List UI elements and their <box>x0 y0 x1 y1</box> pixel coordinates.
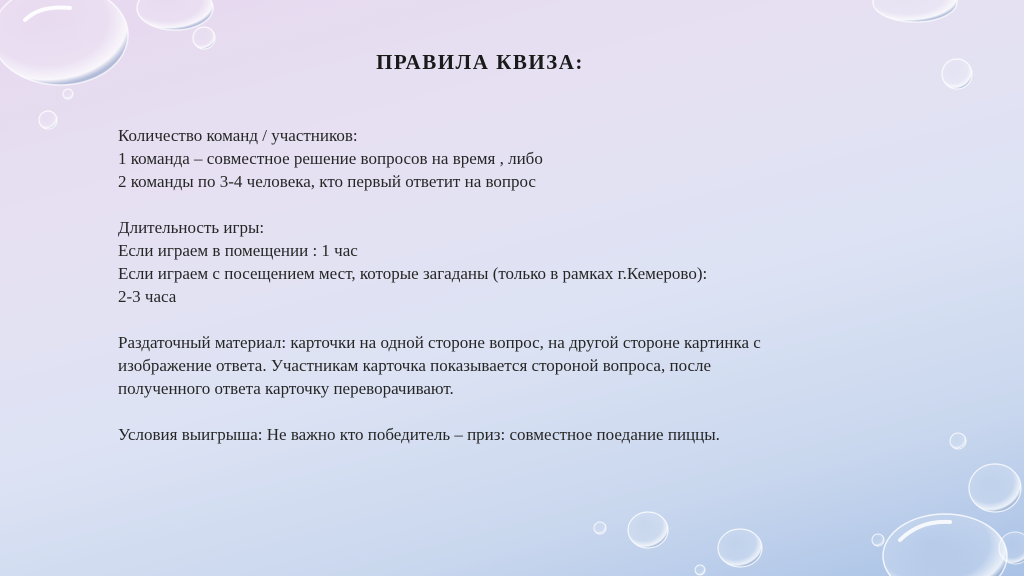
handout-section <box>118 331 798 400</box>
teams-line-2: 2 команды по 3-4 человека, кто первый ответит на вопрос <box>118 172 536 191</box>
duration-line-1: Если играем в помещении : 1 час <box>118 241 358 260</box>
duration-section <box>118 216 798 308</box>
win-section <box>118 423 798 446</box>
slide-body <box>118 124 798 469</box>
win-text: Условия выигрыша: Не важно кто победитель – приз: совместное поедание пиццы. <box>118 425 720 444</box>
teams-line-1: 1 команда – совместное решение вопросов на время , либо <box>118 149 543 168</box>
slide-title: ПРАВИЛА КВИЗА: <box>376 50 584 74</box>
handout-text: Раздаточный материал: карточки на одной стороне вопрос, на другой стороне картинка с изображение ответа. Участникам карточка показывается стороной вопроса, после полученного ответа карточку переворачивают. <box>118 333 761 398</box>
duration-line-3: 2-3 часа <box>118 287 177 306</box>
teams-heading: Количество команд / участников: <box>118 126 358 145</box>
duration-heading: Длительность игры: <box>118 218 265 237</box>
duration-line-2: Если играем с посещением мест, которые загаданы (только в рамках г.Кемерово): <box>118 264 708 283</box>
teams-section <box>118 124 798 193</box>
